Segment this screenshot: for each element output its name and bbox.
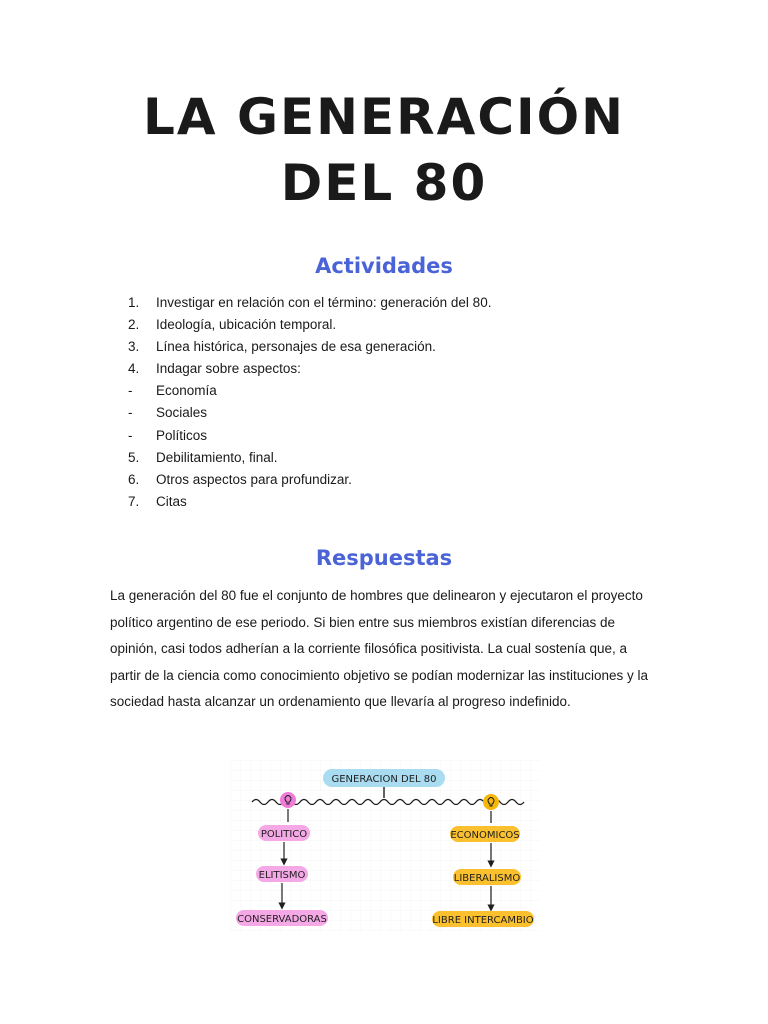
list-item — [128, 358, 491, 380]
right-label-2: LIBERALISMO — [453, 873, 521, 884]
list-marker: 3. — [128, 339, 140, 355]
answers-heading: Respuestas — [315, 546, 453, 570]
list-marker: 2. — [128, 317, 140, 333]
list-item-text: Economía — [156, 383, 217, 399]
list-item — [128, 292, 491, 314]
list-item-text: Otros aspectos para profundizar. — [156, 471, 352, 487]
list-item — [128, 336, 491, 358]
list-item — [128, 469, 491, 491]
list-marker: 7. — [128, 493, 140, 509]
activities-heading: Actividades — [315, 254, 453, 278]
page-title-line-2: DEL 80 — [280, 154, 488, 212]
list-marker: 5. — [128, 449, 140, 465]
list-marker: - — [128, 405, 133, 421]
list-item — [128, 314, 491, 336]
left-label-3: CONSERVADORAS — [237, 914, 327, 925]
root-label: GENERACION DEL 80 — [331, 774, 437, 785]
list-marker: - — [128, 383, 133, 399]
list-item-text: Indagar sobre aspectos: — [156, 361, 301, 377]
list-item — [128, 380, 491, 402]
list-item — [128, 447, 491, 469]
list-item-text: Políticos — [156, 427, 208, 443]
list-item — [128, 491, 491, 513]
right-label-1: ECONOMICOS — [450, 830, 520, 841]
list-item-text: Línea histórica, personajes de esa generación. — [156, 339, 436, 355]
list-item-text: Ideología, ubicación temporal. — [156, 317, 337, 333]
list-item-text: Citas — [156, 493, 187, 509]
activities-list — [128, 292, 491, 513]
list-item-text: Investigar en relación con el término: generación del 80. — [156, 295, 492, 310]
list-marker: 6. — [128, 471, 140, 487]
list-marker: 4. — [128, 361, 140, 377]
left-label-1: POLITICO — [260, 829, 308, 840]
list-item-text: Sociales — [156, 405, 208, 421]
list-marker: - — [128, 427, 133, 443]
right-label-3: LIBRE INTERCAMBIO — [432, 915, 534, 926]
list-item — [128, 425, 491, 447]
left-label-2: ELITISMO — [258, 870, 306, 881]
list-item — [128, 402, 491, 424]
lightbulb-icon — [483, 794, 499, 810]
concept-map-svg — [230, 760, 540, 932]
page-title-line-1: LA GENERACIÓN — [142, 88, 625, 146]
answer-paragraph: La generación del 80 fue el conjunto de hombres que delinearon y ejecutaron el proyecto político argentino de ese periodo. Si bien entre sus miembros existían diferencias de opinión, casi todos adherían a la corriente filosófica positivista. La cual sostenía que, a partir de la ciencia como conocimiento objetivo se podían modernizar las instituciones y la sociedad hasta alcanzar un ordenamiento que llevaría al progreso indefinido. — [110, 588, 649, 710]
list-marker: 1. — [128, 295, 140, 310]
concept-map — [230, 760, 540, 932]
lightbulb-icon — [280, 792, 296, 808]
list-item-text: Debilitamiento, final. — [156, 449, 278, 465]
